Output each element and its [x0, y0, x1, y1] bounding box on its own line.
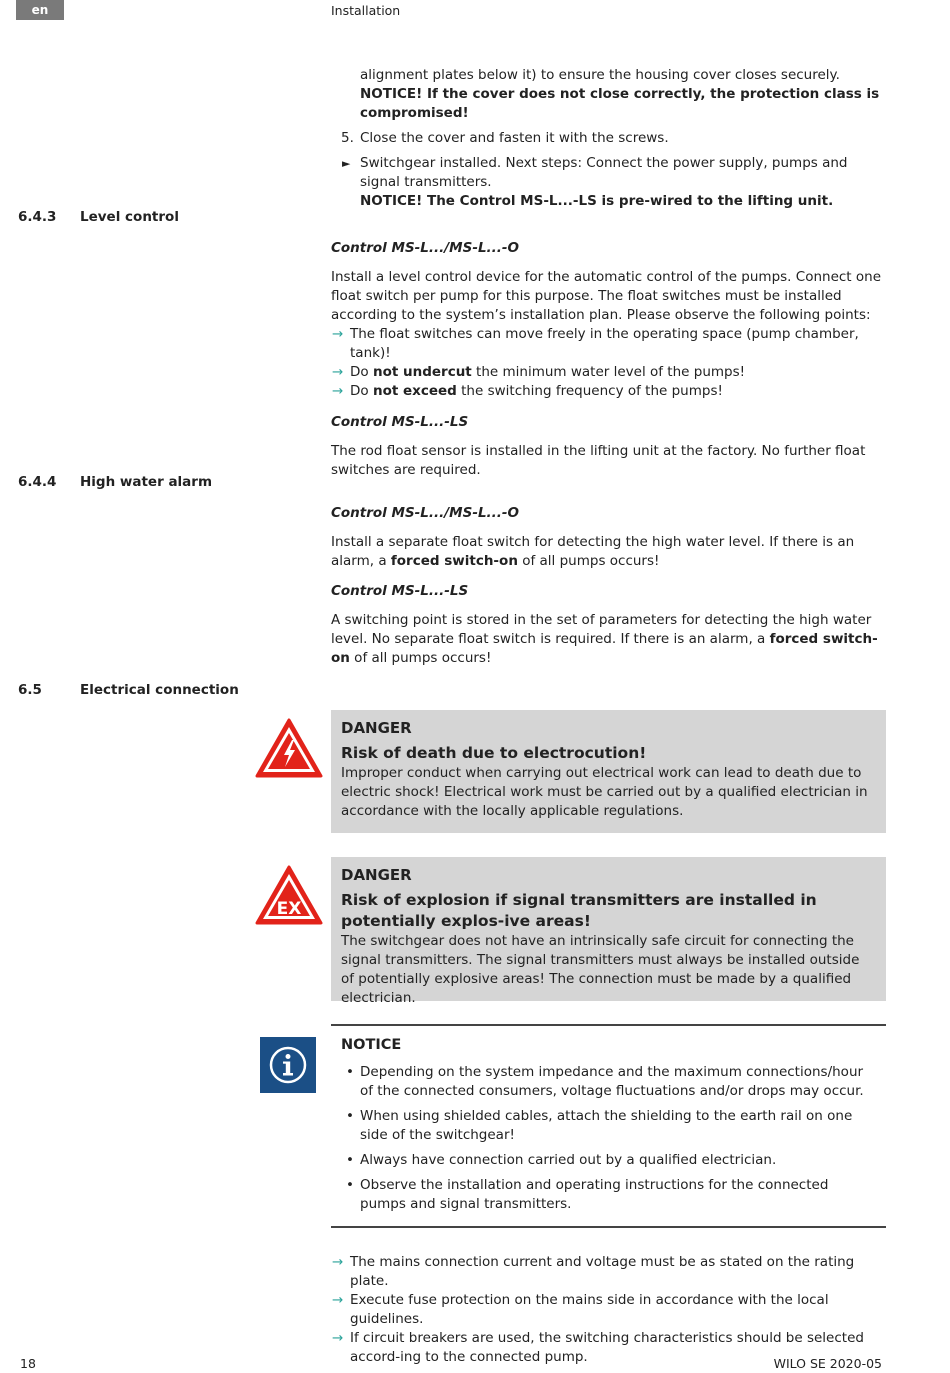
ex-icon-label: EX	[276, 899, 302, 919]
step-text: Close the cover and fasten it with the screws.	[360, 130, 669, 146]
high-water-paragraph-2: A switching point is stored in the set of parameters for detecting the high water level. No separate float switch is required. If there is an alarm, a forced switch-on of all pumps occurs!	[331, 612, 878, 666]
subheading-ms-l-o: Control MS-L.../MS-L...-O	[331, 505, 520, 521]
explosion-warning-icon	[255, 865, 323, 925]
list-item: → Execute fuse protection on the mains side in accordance with the local guidelines.	[332, 1292, 829, 1327]
subheading-ms-l-ls: Control MS-L...-LS	[331, 414, 469, 430]
running-header: Installation	[331, 3, 401, 18]
level-control-block	[331, 239, 886, 480]
list-item: • Observe the installation and operating instructions for the connected pumps and signal transmitters.	[346, 1177, 829, 1212]
arrow-icon: →	[332, 1292, 344, 1308]
subheading-ms-l-o: Control MS-L.../MS-L...-O	[331, 240, 520, 256]
section-number-6-5: 6.5	[18, 682, 42, 698]
bullet-icon: •	[346, 1064, 354, 1080]
arrow-icon: →	[332, 364, 344, 380]
step-result	[331, 154, 886, 211]
bullet-icon: •	[346, 1152, 354, 1168]
step-5	[331, 129, 886, 148]
notice-label: NOTICE	[341, 1037, 402, 1053]
list-item: • Always have connection carried out by a qualified electrician.	[346, 1152, 777, 1168]
rod-float-paragraph: The rod float sensor is installed in the lifting unit at the factory. No further float switches are required.	[331, 443, 866, 478]
arrow-icon: →	[332, 383, 344, 399]
electrical-requirements	[331, 1253, 886, 1367]
danger-label: DANGER	[341, 866, 412, 884]
section-number-6-4-4: 6.4.4	[18, 474, 57, 490]
result-notice: NOTICE! The Control MS-L...-LS is pre-wired to the lifting unit.	[360, 193, 834, 209]
subheading-ms-l-ls: Control MS-L...-LS	[331, 583, 469, 599]
result-text: Switchgear installed. Next steps: Connect the power supply, pumps and signal transmitters.	[360, 155, 848, 190]
list-item: → If circuit breakers are used, the switching characteristics should be selected accord-ing to the connected pump.	[332, 1330, 864, 1365]
section-title-level-control: Level control	[80, 209, 179, 225]
bullet-icon: •	[346, 1108, 354, 1124]
arrow-icon: →	[332, 1330, 344, 1346]
level-control-points	[331, 325, 886, 401]
arrow-icon: →	[332, 326, 344, 342]
high-water-paragraph-1: Install a separate float switch for detecting the high water level. If there is an alarm, a forced switch-on of all pumps occurs!	[331, 534, 855, 569]
section-number-6-4-3: 6.4.3	[18, 209, 57, 225]
level-control-paragraph: Install a level control device for the automatic control of the pumps. Connect one float switch per pump for this purpose. The float switches must be installed according to the system’s installation plan. Please observe the following points:	[331, 269, 881, 323]
step-number: 5.	[341, 130, 354, 146]
high-water-block	[331, 504, 886, 668]
notice-list	[341, 1063, 876, 1214]
danger-electrocution-box	[331, 710, 886, 833]
language-tag: en	[16, 0, 64, 20]
notice-box	[331, 1024, 886, 1228]
danger-text: Improper conduct when carrying out electrical work can lead to death due to electric shock! Electrical work must be carried out by a qualified electrician in accordance with the locally applicable regulations.	[341, 765, 868, 819]
requirements-list	[331, 1253, 886, 1367]
intro-continuation: alignment plates below it) to ensure the housing cover closes securely. NOTICE! If the cover does not close correctly, the protection class is compromised!	[360, 67, 880, 121]
section-title-high-water-alarm: High water alarm	[80, 474, 213, 490]
section-title-electrical-connection: Electrical connection	[80, 682, 239, 698]
info-icon	[260, 1037, 316, 1093]
list-item: • Depending on the system impedance and the maximum connections/hour of the connected consumers, voltage fluctuations and/or drops may occur.	[346, 1064, 864, 1099]
danger-explosion-box	[331, 857, 886, 1006]
bullet-icon: •	[346, 1177, 354, 1193]
list-item: → The float switches can move freely in the operating space (pump chamber, tank)!	[332, 326, 859, 361]
page-number: 18	[20, 1356, 36, 1371]
list-item: → The mains connection current and voltage must be as stated on the rating plate.	[332, 1254, 855, 1289]
electrocution-warning-icon	[255, 718, 323, 778]
danger-heading: Risk of explosion if signal transmitters are installed in potentially explos-ive areas!	[341, 891, 817, 930]
danger-heading: Risk of death due to electrocution!	[341, 744, 647, 762]
danger-label: DANGER	[341, 719, 412, 737]
danger-text: The switchgear does not have an intrinsically safe circuit for connecting the signal transmitters. The signal transmitters must always be installed outside of potentially explosive areas! The connection must be made by a qualified electrician.	[341, 933, 860, 1006]
list-item: • When using shielded cables, attach the shielding to the earth rail on one side of the switchgear!	[346, 1108, 853, 1143]
arrow-icon: →	[332, 1254, 344, 1270]
result-triangle-icon: ►	[342, 157, 351, 170]
intro-block	[331, 66, 886, 217]
list-item: → Do not exceed the switching frequency of the pumps!	[332, 383, 723, 399]
list-item: → Do not undercut the minimum water level of the pumps!	[332, 364, 746, 380]
footer-brand: WILO SE 2020-05	[773, 1356, 882, 1371]
